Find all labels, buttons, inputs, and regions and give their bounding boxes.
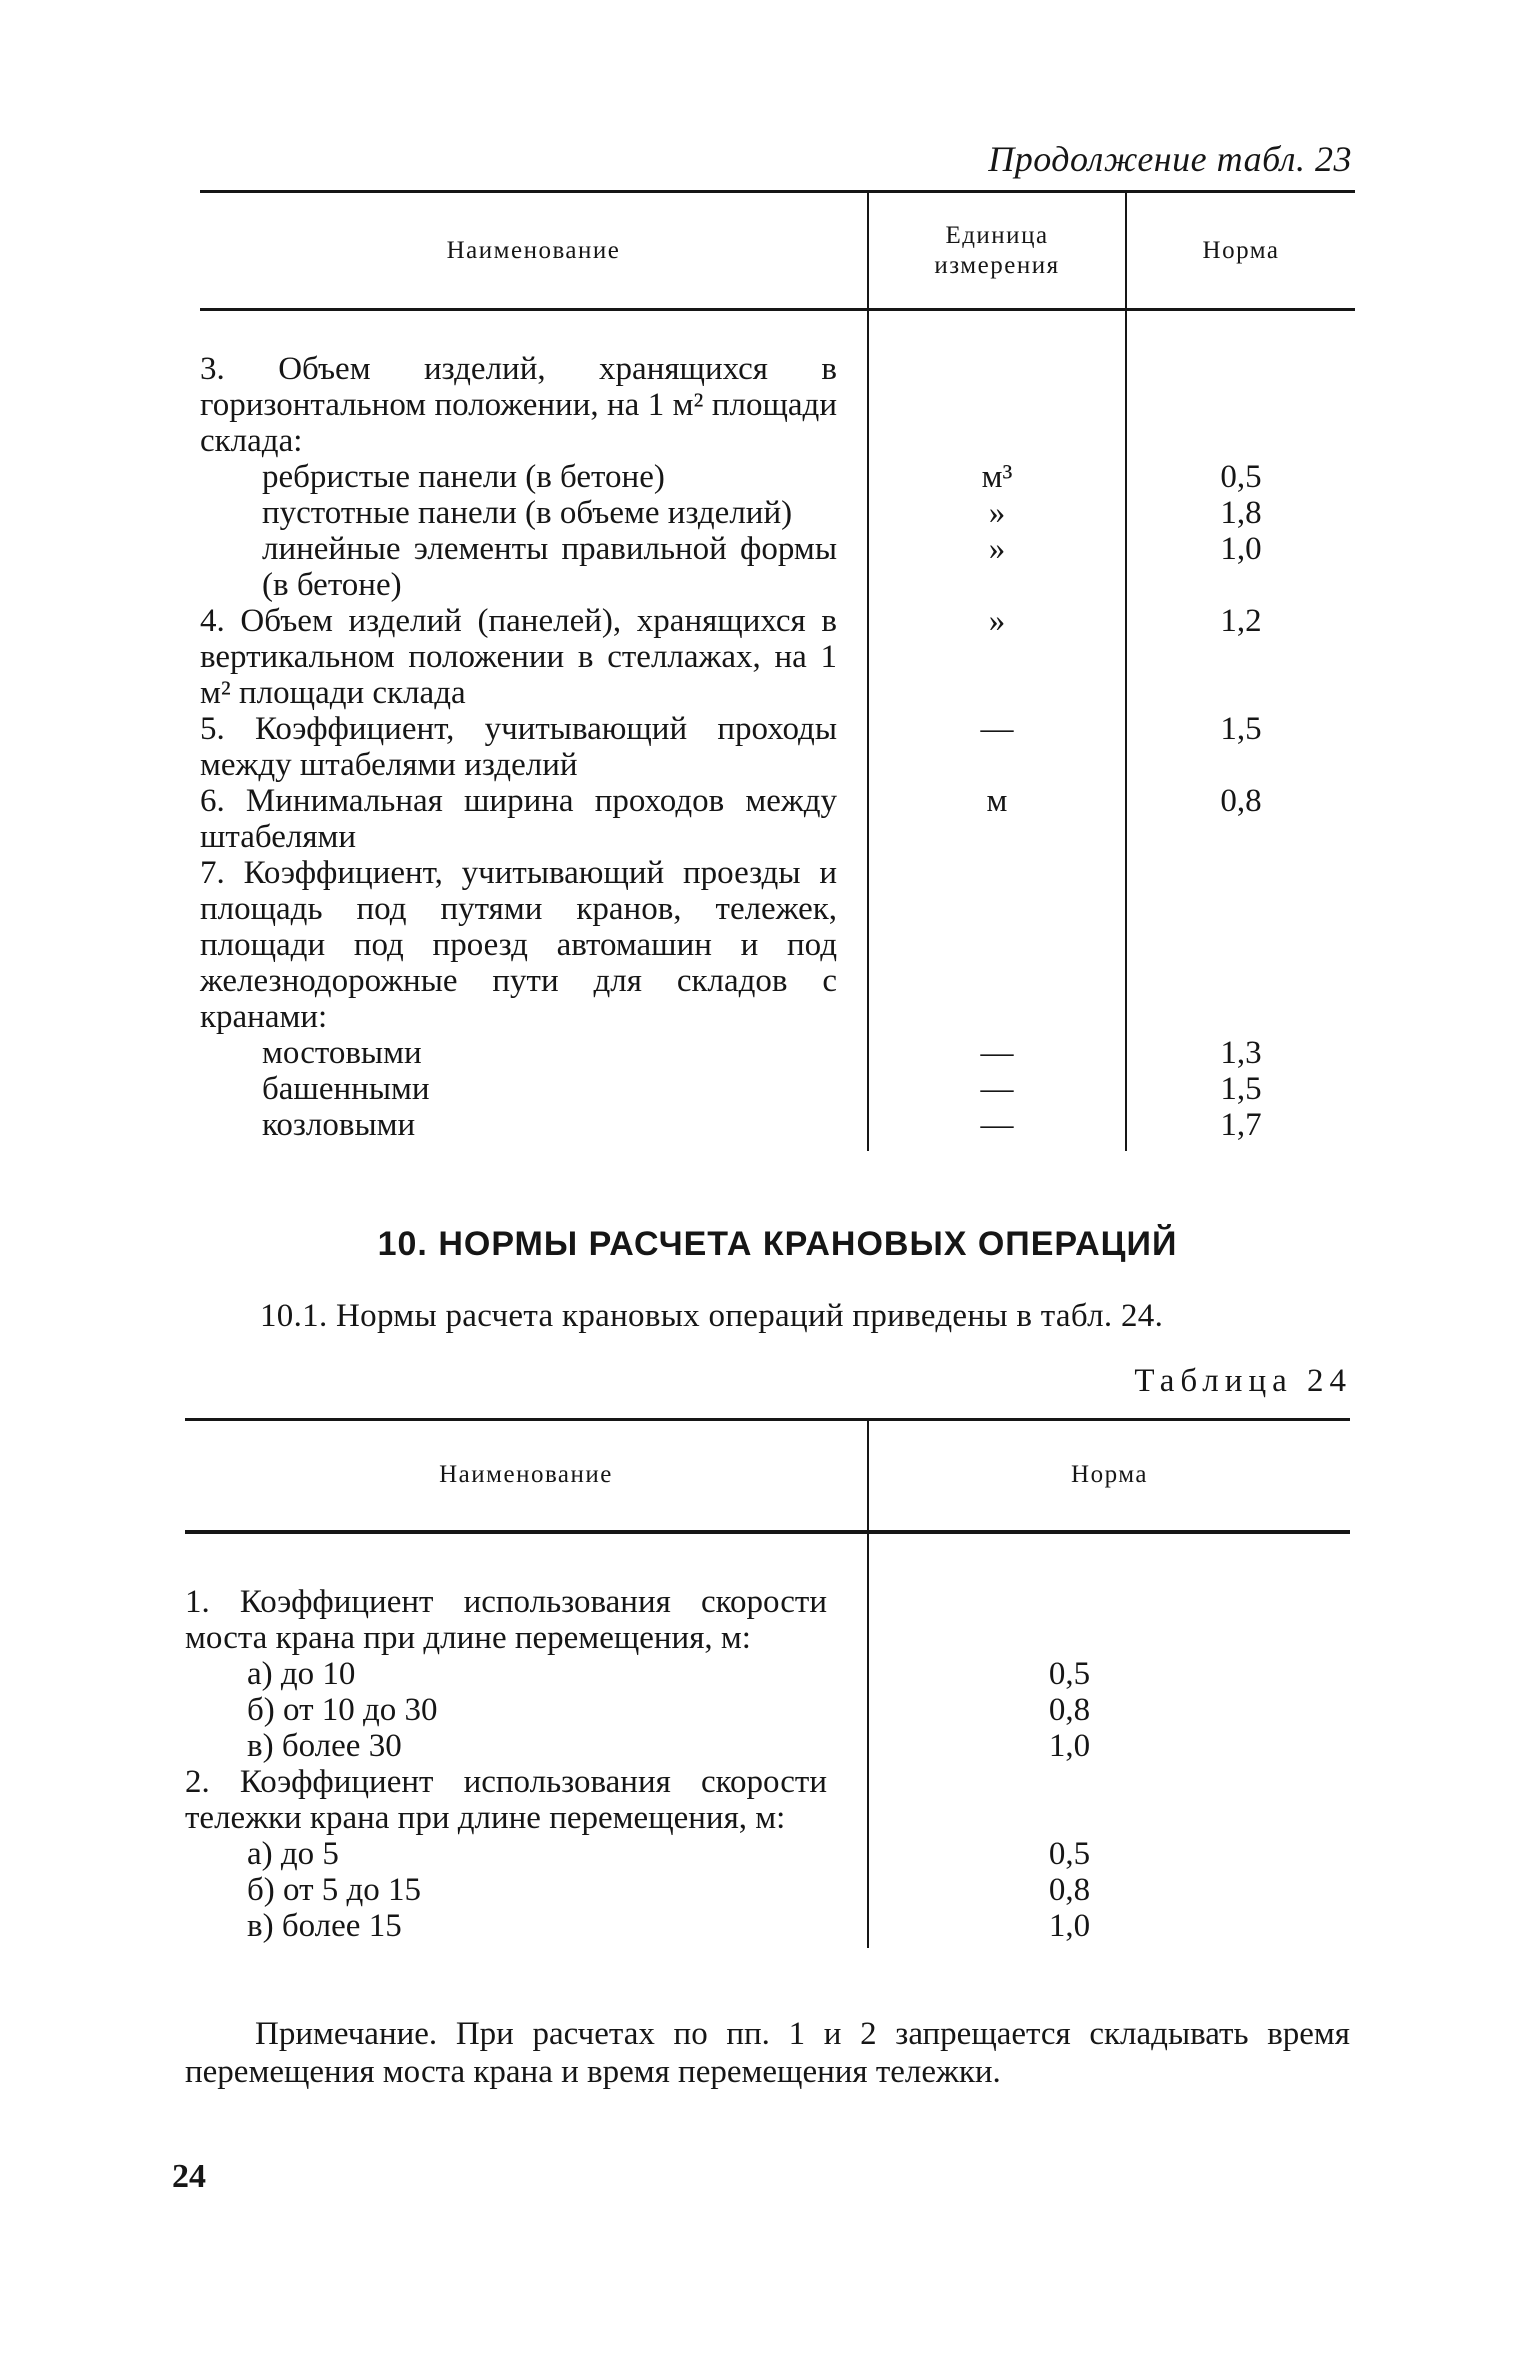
cell-norm: 0,8: [868, 1692, 1350, 1728]
cell-name: 5. Коэффициент, учитывающий проходы между штабелями изделий: [200, 711, 837, 783]
table-row: [200, 855, 1355, 1035]
cell-unit: —: [868, 1071, 1126, 1107]
cell-name: линейные элементы правильной формы (в бетоне): [262, 531, 837, 603]
cell-name: а) до 5: [247, 1835, 339, 1872]
cell-norm: 1,5: [1126, 711, 1355, 783]
norms-table-24: [185, 1418, 1350, 1948]
cell-norm: [1126, 310, 1355, 460]
cell-name: пустотные панели (в объеме изделий): [262, 495, 793, 531]
note-label: Примечание.: [255, 2016, 438, 2052]
cell-norm: 0,5: [868, 1656, 1350, 1692]
cell-name: а) до 10: [247, 1655, 356, 1692]
section-paragraph: 10.1. Нормы расчета крановых операций приведены в табл. 24.: [260, 1298, 1164, 1334]
column-header-name: Наименование: [200, 192, 868, 310]
cell-unit: [868, 310, 1126, 460]
norms-table-23: [200, 190, 1355, 1151]
table-row: [185, 1692, 1350, 1728]
table-row: [200, 603, 1355, 711]
cell-norm: 0,8: [868, 1872, 1350, 1908]
cell-unit: м: [868, 783, 1126, 855]
note-text: При расчетах по пп. 1 и 2 запрещается складывать время перемещения моста крана и время перемещения тележки.: [185, 2016, 1350, 2090]
table-row: [200, 459, 1355, 495]
table-row: [200, 1071, 1355, 1107]
cell-norm: 0,5: [1126, 459, 1355, 495]
table-row: [200, 310, 1355, 460]
cell-unit: —: [868, 1107, 1126, 1151]
cell-norm: 1,0: [868, 1728, 1350, 1764]
cell-unit: —: [868, 1035, 1126, 1071]
table-row: [200, 495, 1355, 531]
cell-unit: »: [868, 603, 1126, 711]
table-row: [185, 1908, 1350, 1948]
cell-norm: [868, 1532, 1350, 1656]
cell-unit: —: [868, 711, 1126, 783]
cell-norm: 1,8: [1126, 495, 1355, 531]
table-header-row: [200, 192, 1355, 310]
cell-norm: 1,7: [1126, 1107, 1355, 1151]
table-row: [200, 531, 1355, 603]
table-row: [200, 783, 1355, 855]
section-heading: 10. НОРМЫ РАСЧЕТА КРАНОВЫХ ОПЕРАЦИЙ: [377, 1225, 1178, 1263]
table-row: [185, 1872, 1350, 1908]
table-row: [200, 711, 1355, 783]
cell-norm: 1,2: [1126, 603, 1355, 711]
table-row: [185, 1656, 1350, 1692]
table-caption: Таблица 24: [1134, 1363, 1352, 1399]
table-row: [200, 1107, 1355, 1151]
cell-unit: [868, 855, 1126, 1035]
column-header-name: Наименование: [185, 1420, 868, 1532]
cell-name: ребристые панели (в бетоне): [262, 459, 665, 495]
cell-name: б) от 5 до 15: [247, 1871, 422, 1908]
column-header-norm: Норма: [868, 1420, 1350, 1532]
table-row: [185, 1764, 1350, 1836]
table-note: [185, 2015, 1350, 2091]
cell-unit: »: [868, 495, 1126, 531]
cell-name: 7. Коэффициент, учитывающий проезды и площадь под путями кранов, тележек, площади под проезд автомашин и под железнодорожные пути для складов с кранами:: [200, 855, 837, 1035]
cell-name: в) более 15: [247, 1907, 402, 1944]
table-continuation-label: Продолжение табл. 23: [988, 139, 1352, 179]
cell-name: 6. Минимальная ширина проходов между штабелями: [200, 783, 837, 855]
table-row: [185, 1532, 1350, 1656]
cell-name: 3. Объем изделий, хранящихся в горизонтальном положении, на 1 м² площади склада:: [200, 351, 837, 459]
cell-name: 4. Объем изделий (панелей), хранящихся в вертикальном положении в стеллажах, на 1 м² площади склада: [200, 603, 837, 711]
cell-norm: 1,5: [1126, 1071, 1355, 1107]
cell-name: мостовыми: [262, 1035, 422, 1071]
cell-name: 1. Коэффициент использования скорости моста крана при длине перемещения, м:: [185, 1583, 827, 1656]
table-row: [185, 1836, 1350, 1872]
column-header-unit: Единица измерения: [868, 192, 1126, 310]
cell-name: козловыми: [262, 1107, 416, 1143]
table-row: [200, 1035, 1355, 1071]
cell-norm: 1,3: [1126, 1035, 1355, 1071]
cell-name: 2. Коэффициент использования скорости тележки крана при длине перемещения, м:: [185, 1763, 827, 1836]
cell-norm: 0,5: [868, 1836, 1350, 1872]
cell-norm: [1126, 855, 1355, 1035]
column-header-norm: Норма: [1126, 192, 1355, 310]
cell-norm: 1,0: [1126, 531, 1355, 603]
cell-name: башенными: [262, 1071, 430, 1107]
cell-name: б) от 10 до 30: [247, 1691, 438, 1728]
cell-name: в) более 30: [247, 1727, 402, 1764]
cell-unit: м³: [868, 459, 1126, 495]
cell-norm: [868, 1764, 1350, 1836]
cell-norm: 1,0: [868, 1908, 1350, 1948]
table-header-row: [185, 1420, 1350, 1532]
table-row: [185, 1728, 1350, 1764]
page-number: 24: [172, 2158, 206, 2195]
cell-norm: 0,8: [1126, 783, 1355, 855]
cell-unit: »: [868, 531, 1126, 603]
